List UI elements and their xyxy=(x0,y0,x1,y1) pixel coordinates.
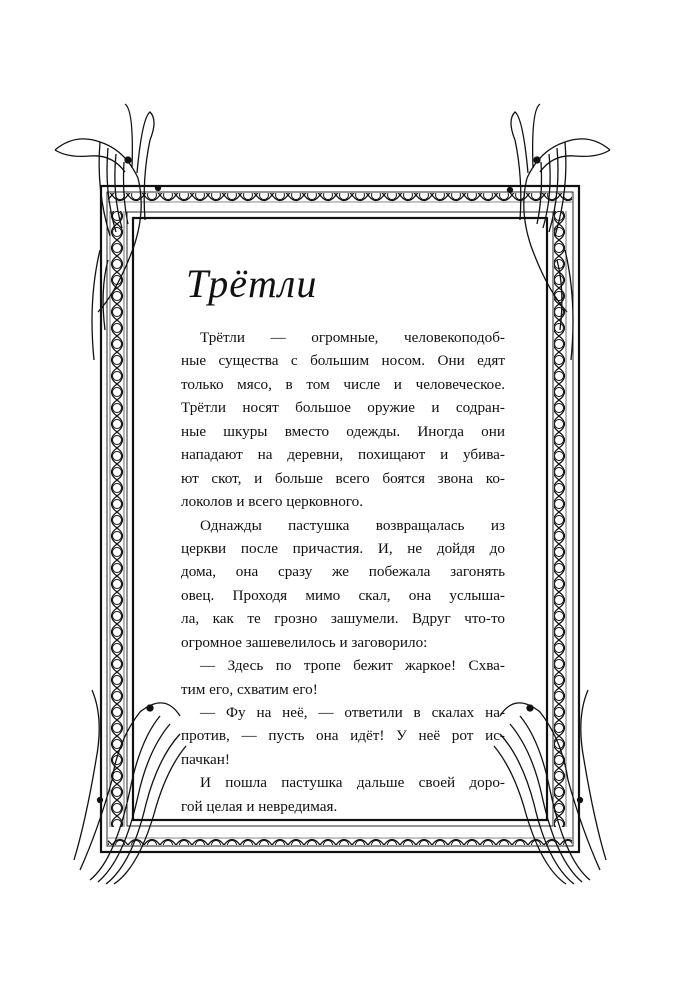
text-line: ла, как те грозно зашумели. Вдруг что-то xyxy=(181,610,505,628)
text-line: Трётли — огромные, человекоподоб- xyxy=(200,329,505,346)
text-line: овец. Проходя мимо скал, она услыша- xyxy=(181,586,505,604)
text-line: нападают на деревни, похищают и убива- xyxy=(181,446,505,464)
lily-flourish-bottom-left-icon xyxy=(74,690,186,884)
story-title: Трётли xyxy=(186,261,318,306)
text-line: И пошла пастушка дальше своей доро- xyxy=(200,774,505,792)
text-line: пачкан! xyxy=(181,750,230,768)
text-line: только мясо, в том числе и человеческое. xyxy=(181,375,505,393)
text-line: — Фу на неё, — ответили в скалах на- xyxy=(200,704,505,721)
text-line: церкви после причастия. И, не дойдя до xyxy=(181,539,505,557)
text-line: ные шкуры вместо одежды. Иногда они xyxy=(181,422,505,440)
text-line: Трётли носят большое оружие и содран- xyxy=(181,399,505,417)
story-body xyxy=(181,326,505,818)
text-line: — Здесь по тропе бежит жаркое! Схва- xyxy=(200,657,505,675)
text-line: дома, она сразу же побежала загонять xyxy=(181,563,505,581)
lily-flourish-top-left-icon xyxy=(55,104,161,360)
text-line: локолов и всего церковного. xyxy=(181,493,364,511)
text-line: огромное зашевелилось и заговорило: xyxy=(181,633,428,651)
text-line: против, — пусть она идёт! У неё рот ис- xyxy=(181,727,505,745)
text-line: тим его, схватим его! xyxy=(181,680,318,698)
text-line: ные существа с большим носом. Они едят xyxy=(181,352,505,370)
text-line: гой целая и невредимая. xyxy=(181,797,338,815)
text-line: Однажды пастушка возвращалась из xyxy=(200,516,505,534)
text-line: ют скот, и больше всего боятся звона ко- xyxy=(181,469,505,487)
lily-flourish-bottom-right-icon xyxy=(494,690,606,884)
